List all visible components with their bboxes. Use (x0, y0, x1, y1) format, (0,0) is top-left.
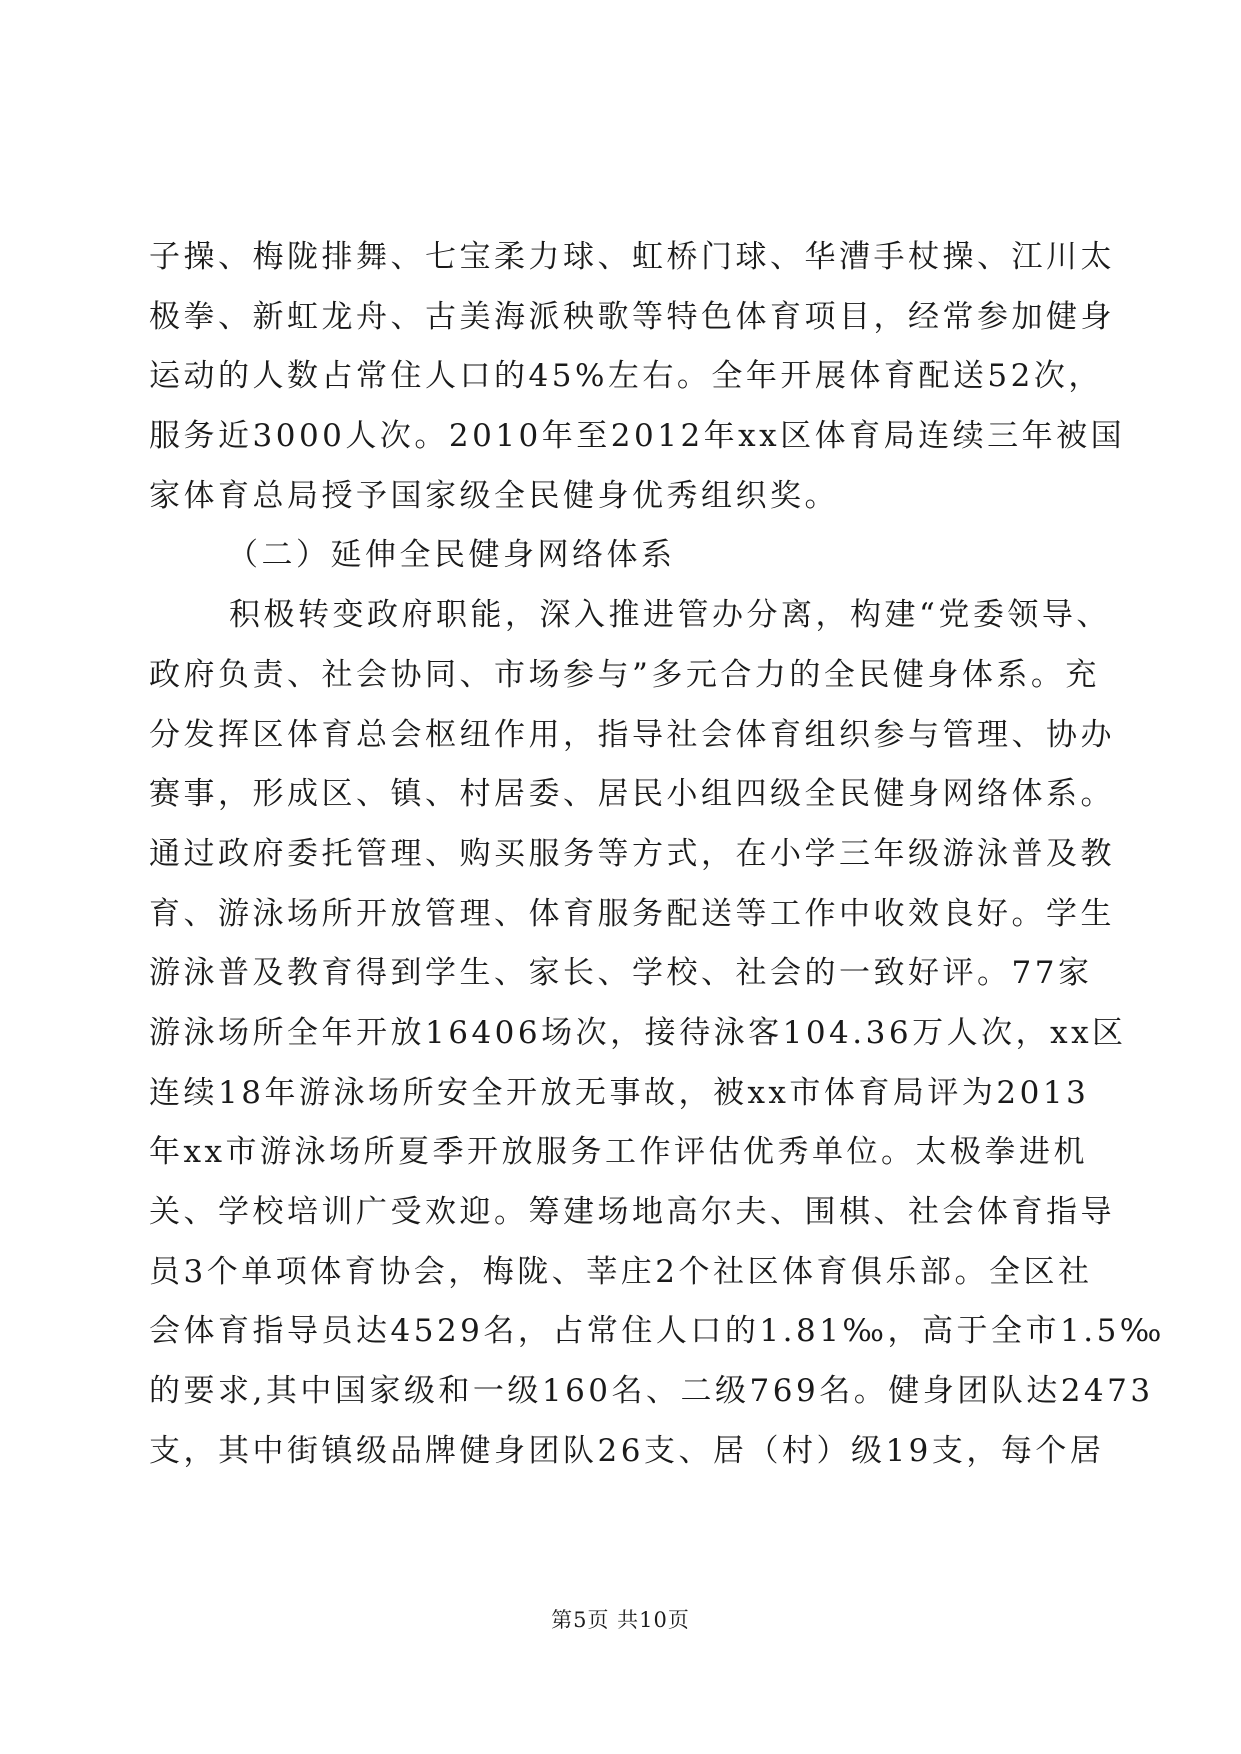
text-line: 育、游泳场所开放管理、体育服务配送等工作中收效良好。学生 (149, 895, 1115, 932)
text-line: 政府负责、社会协同、市场参与”多元合力的全民健身体系。充 (149, 656, 1100, 693)
text-line: 游泳普及教育得到学生、家长、学校、社会的一致好评。77家 (149, 955, 1093, 992)
body-text (149, 228, 1165, 1481)
text-line: 运动的人数占常住人口的45%左右。全年开展体育配送52次， (149, 358, 1103, 395)
text-line: 服务近3000人次。2010年至2012年xx区体育局连续三年被国 (149, 418, 1126, 455)
text-line: 关、学校培训广受欢迎。筹建场地高尔夫、围棋、社会体育指导 (149, 1194, 1115, 1230)
text-line: 支，其中街镇级品牌健身团队26支、居（村）级19支，每个居 (149, 1432, 1105, 1469)
page-number-footer: 第5页 共10页 (551, 1608, 690, 1632)
text-line: 通过政府委托管理、购买服务等方式，在小学三年级游泳普及教 (149, 835, 1115, 872)
text-line: 家体育总局授予国家级全民健身优秀组织奖。 (149, 477, 839, 514)
text-line: 的要求,其中国家级和一级160名、二级769名。健身团队达2473 (149, 1373, 1154, 1410)
text-line: 分发挥区体育总会枢纽作用，指导社会体育组织参与管理、协办 (149, 716, 1115, 753)
section-heading: （二）延伸全民健身网络体系 (227, 537, 676, 574)
text-line: 年xx市游泳场所夏季开放服务工作评估优秀单位。太极拳进机 (149, 1134, 1088, 1171)
text-line: 极拳、新虹龙舟、古美海派秧歌等特色体育项目，经常参加健身 (149, 298, 1115, 335)
paragraph-first-line: 积极转变政府职能，深入推进管办分离，构建“党委领导、 (229, 597, 1111, 634)
text-line: 连续18年游泳场所安全开放无事故，被xx市体育局评为2013 (149, 1074, 1090, 1111)
text-line: 子操、梅陇排舞、七宝柔力球、虹桥门球、华漕手杖操、江川太 (149, 239, 1115, 275)
text-line: 员3个单项体育协会，梅陇、莘庄2个社区体育俱乐部。全区社 (149, 1253, 1093, 1290)
text-line: 会体育指导员达4529名，占常住人口的1.81‰，高于全市1.5‰ (149, 1313, 1165, 1350)
text-line: 游泳场所全年开放16406场次，接待泳客104.36万人次，xx区 (149, 1014, 1127, 1051)
text-line: 赛事，形成区、镇、村居委、居民小组四级全民健身网络体系。 (149, 776, 1115, 813)
